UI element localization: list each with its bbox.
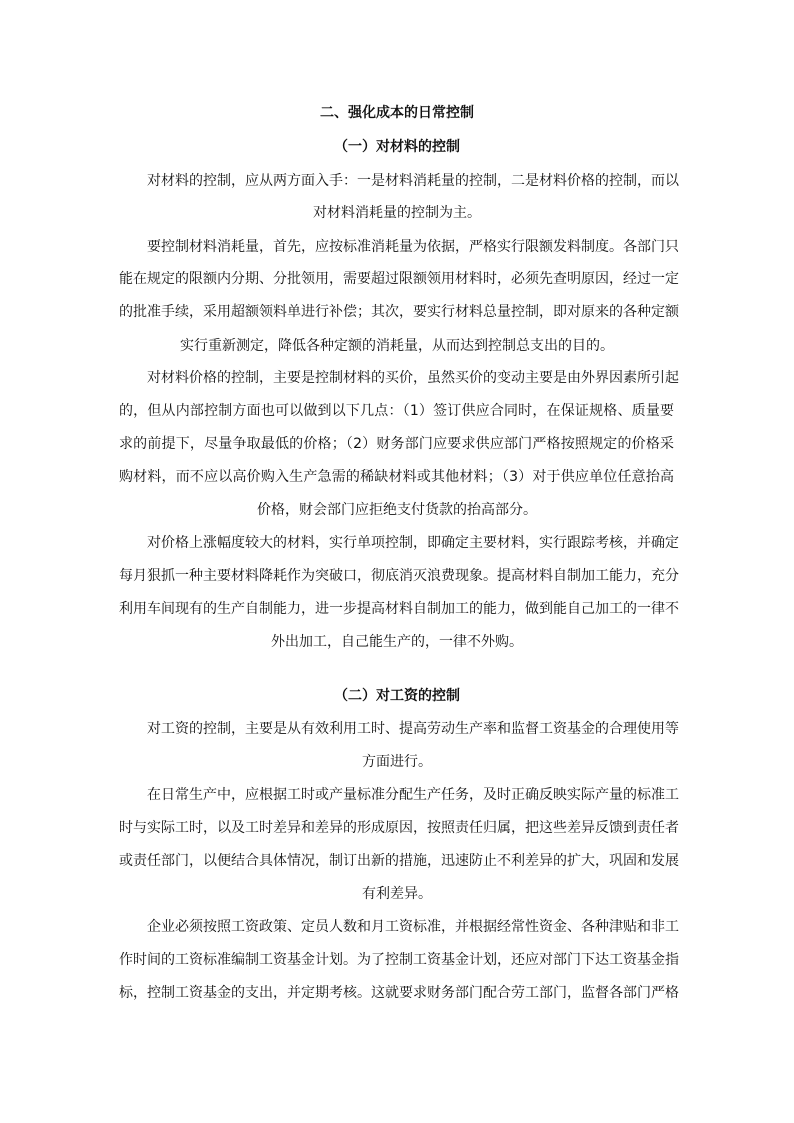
- paragraph-line: 利用车间现有的生产自制能力，进一步提高材料自制加工的能力，做到能自己加工的一律不: [119, 601, 679, 617]
- paragraph-line: 对材料的控制，应从两方面入手：一是材料消耗量的控制，二是材料价格的控制，而以: [147, 173, 679, 189]
- paragraph-line: 每月狠抓一种主要材料降耗作为突破口，彻底消灭浪费现象。提高材料自制加工能力，充分: [119, 568, 679, 584]
- paragraph-line: 对价格上涨幅度较大的材料，实行单项控制，即确定主要材料，实行跟踪考核，并确定: [147, 535, 679, 551]
- paragraph-line: 有利差异。: [362, 886, 432, 902]
- paragraph-line: 能在规定的限额内分期、分批领用，需要超过限额领用材料时，必须先查明原因，经过一定: [119, 271, 679, 287]
- paragraph-line: 在日常生产中，应根据工时或产量标准分配生产任务，及时正确反映实际产量的标准工: [147, 787, 679, 803]
- paragraph-line: 的批准手续，采用超额领料单进行补偿；其次，要实行材料总量控制，即对原来的各种定额: [119, 304, 679, 320]
- section-title: 二、强化成本的日常控制: [320, 105, 474, 121]
- paragraph-line: 实行重新测定，降低各种定额的消耗量，从而达到控制总支出的目的。: [180, 338, 614, 354]
- materials-subtitle: （一）对材料的控制: [334, 139, 460, 155]
- paragraph-line: 方面进行。: [362, 754, 432, 770]
- paragraph-line: 时与实际工时，以及工时差异和差异的形成原因，按照责任归属，把这些差异反馈到责任者: [119, 820, 679, 836]
- paragraph-line: 外出加工，自己能生产的，一律不外购。: [271, 634, 523, 650]
- paragraph-line: 要控制材料消耗量，首先，应按标准消耗量为依据，严格实行限额发料制度。各部门只: [147, 239, 679, 255]
- paragraph-line: 对材料价格的控制，主要是控制材料的买价，虽然买价的变动主要是由外界因素所引起: [147, 370, 679, 386]
- paragraph-line: 对工资的控制，主要是从有效利用工时、提高劳动生产率和监督工资基金的合理使用等: [147, 721, 679, 737]
- paragraph-line: 作时间的工资标准编制工资基金计划。为了控制工资基金计划，还应对部门下达工资基金指: [119, 952, 679, 968]
- paragraph-line: 的，但从内部控制方面也可以做到以下几点：（1）签订供应合同时，在保证规格、质量要: [119, 403, 674, 419]
- wages-subtitle: （二）对工资的控制: [334, 688, 460, 704]
- paragraph-line: 标，控制工资基金的支出，并定期考核。这就要求财务部门配合劳工部门，监督各部门严格: [119, 985, 679, 1001]
- paragraph-line: 对材料消耗量的控制为主。: [313, 205, 481, 221]
- paragraph-line: 价格，财会部门应拒绝支付货款的抬高部分。: [257, 502, 537, 518]
- paragraph-line: 求的前提下，尽量争取最低的价格；（2）财务部门应要求供应部门严格按照规定的价格采: [119, 436, 674, 452]
- paragraph-line: 或责任部门，以便结合具体情况，制订出新的措施，迅速防止不利差异的扩大，巩固和发展: [119, 853, 679, 869]
- paragraph-line: 购材料，而不应以高价购入生产急需的稀缺材料或其他材料；（3）对于供应单位任意抬高: [119, 469, 674, 485]
- paragraph-line: 企业必须按照工资政策、定员人数和月工资标准，并根据经常性资金、各种津贴和非工: [147, 919, 679, 935]
